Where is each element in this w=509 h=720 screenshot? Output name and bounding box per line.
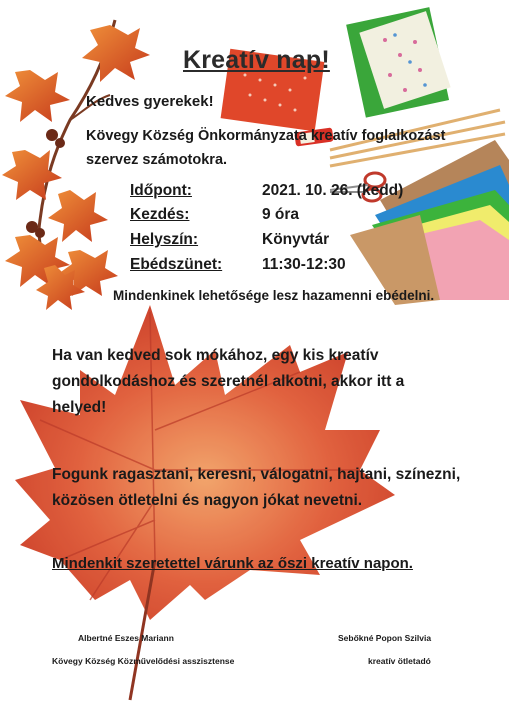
detail-value-start: 9 óra [262, 206, 300, 223]
intro-text: Kövegy Község Önkormányzata kreatív foglalkozást szervez számotokra. [86, 128, 446, 168]
signature-left-name: Albertné Eszes Mariann [78, 633, 174, 643]
detail-label-location: Helyszín: [130, 231, 199, 248]
detail-label-start: Kezdés: [130, 206, 190, 223]
detail-label-date: Időpont: [130, 182, 192, 199]
invite-paragraph-2: Fogunk ragasztani, keresni, válogatni, hajtani, színezni, közösen ötletelni és nagyon jókat nevetni. [52, 466, 461, 509]
signature-left-role: Kövegy Község Közművelődési asszisztense [52, 656, 235, 666]
lunch-note: Mindenkinek lehetősége lesz hazamenni ebédelni. [113, 288, 435, 303]
signature-right-name: Sebőkné Popon Szilvia [338, 633, 432, 643]
closing-line: Mindenkit szeretettel várunk az őszi kreatív napon. [52, 555, 413, 572]
detail-value-lunch-break: 11:30-12:30 [262, 256, 346, 273]
greeting: Kedves gyerekek! [86, 93, 214, 110]
signature-right-role: kreatív ötletadó [368, 656, 431, 666]
page-title: Kreatív nap! [183, 46, 330, 74]
detail-value-location: Könyvtár [262, 231, 330, 248]
invite-paragraph-1: Ha van kedved sok mókához, egy kis kreatív gondolkodáshoz és szeretnél alkotni, akkor itt a helyed! [52, 347, 405, 416]
detail-value-date: 2021. 10. 26. (kedd) [262, 182, 404, 199]
detail-label-lunch-break: Ebédszünet: [130, 256, 223, 273]
